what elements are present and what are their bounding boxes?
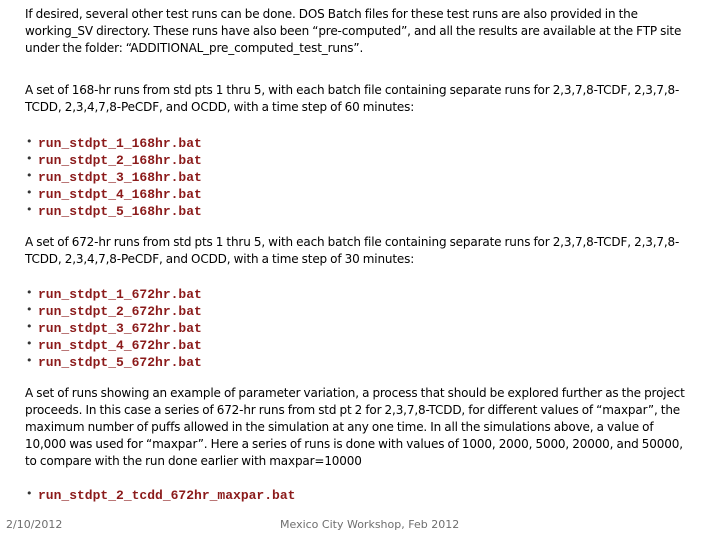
bullet-icon: • [26,169,33,182]
batch-file-list-maxpar [25,485,295,502]
bullet-icon: • [26,354,33,367]
list-item [25,150,202,167]
batch-file-name: run_stdpt_3_672hr.bat [38,321,202,336]
section-672hr-paragraph: A set of 672-hr runs from std pts 1 thru 5, with each batch file containing separate runs for 2,3,7,8-TCDF, 2,3,7,8-TCDD, 2,3,4,7,8-PeCDF, and OCDD, with a time step of 30 minutes: [25,235,680,266]
list-item [25,301,202,318]
batch-file-name: run_stdpt_2_168hr.bat [38,153,202,168]
bullet-icon: • [26,152,33,165]
list-item [25,201,202,218]
batch-file-name: run_stdpt_1_168hr.bat [38,136,202,151]
bullet-icon: • [26,337,33,350]
bullet-icon: • [26,135,33,148]
batch-file-name: run_stdpt_2_tcdd_672hr_maxpar.bat [38,488,296,503]
list-item [25,133,202,150]
bullet-icon: • [26,203,33,216]
footer-event-title: Mexico City Workshop, Feb 2012 [280,518,460,531]
section-168hr-paragraph: A set of 168-hr runs from std pts 1 thru 5, with each batch file containing separate runs for 2,3,7,8-TCDF, 2,3,7,8-TCDD, 2,3,4,7,8-PeCDF, and OCDD, with a time step of 60 minutes: [25,83,680,114]
bullet-icon: • [26,320,33,333]
section-maxpar-paragraph: A set of runs showing an example of parameter variation, a process that should be explored further as the project proceeds. In this case a series of 672-hr runs from std pt 2 for 2,3,7,8-TCDD, for different values of “maxpar”, the maximum number of puffs allowed in the simulation at any one time. In all the simulations above, a value of 10,000 was used for “maxpar”. Here a series of runs is done with values of 1000, 2000, 5000, 20000, and 50000, to compare with the run done earlier with maxpar=10000 [25,386,685,468]
bullet-icon: • [26,286,33,299]
batch-file-name: run_stdpt_4_672hr.bat [38,338,202,353]
batch-file-name: run_stdpt_5_672hr.bat [38,355,202,370]
bullet-icon: • [26,186,33,199]
batch-file-list-168hr [25,133,202,218]
list-item [25,335,202,352]
bullet-icon: • [26,487,33,500]
footer-date: 2/10/2012 [6,518,63,531]
batch-file-name: run_stdpt_3_168hr.bat [38,170,202,185]
batch-file-name: run_stdpt_5_168hr.bat [38,204,202,219]
list-item [25,352,202,369]
list-item [25,184,202,201]
list-item [25,167,202,184]
list-item [25,318,202,335]
batch-file-list-672hr [25,284,202,369]
batch-file-name: run_stdpt_2_672hr.bat [38,304,202,319]
batch-file-name: run_stdpt_4_168hr.bat [38,187,202,202]
intro-paragraph: If desired, several other test runs can be done. DOS Batch files for these test runs are also provided in the working_SV directory. These runs have also been “pre-computed”, and all the results are available at the FTP site under the folder: “ADDITIONAL_pre_computed_test_runs”. [25,7,682,55]
list-item [25,485,295,502]
list-item [25,284,202,301]
bullet-icon: • [26,303,33,316]
batch-file-name: run_stdpt_1_672hr.bat [38,287,202,302]
